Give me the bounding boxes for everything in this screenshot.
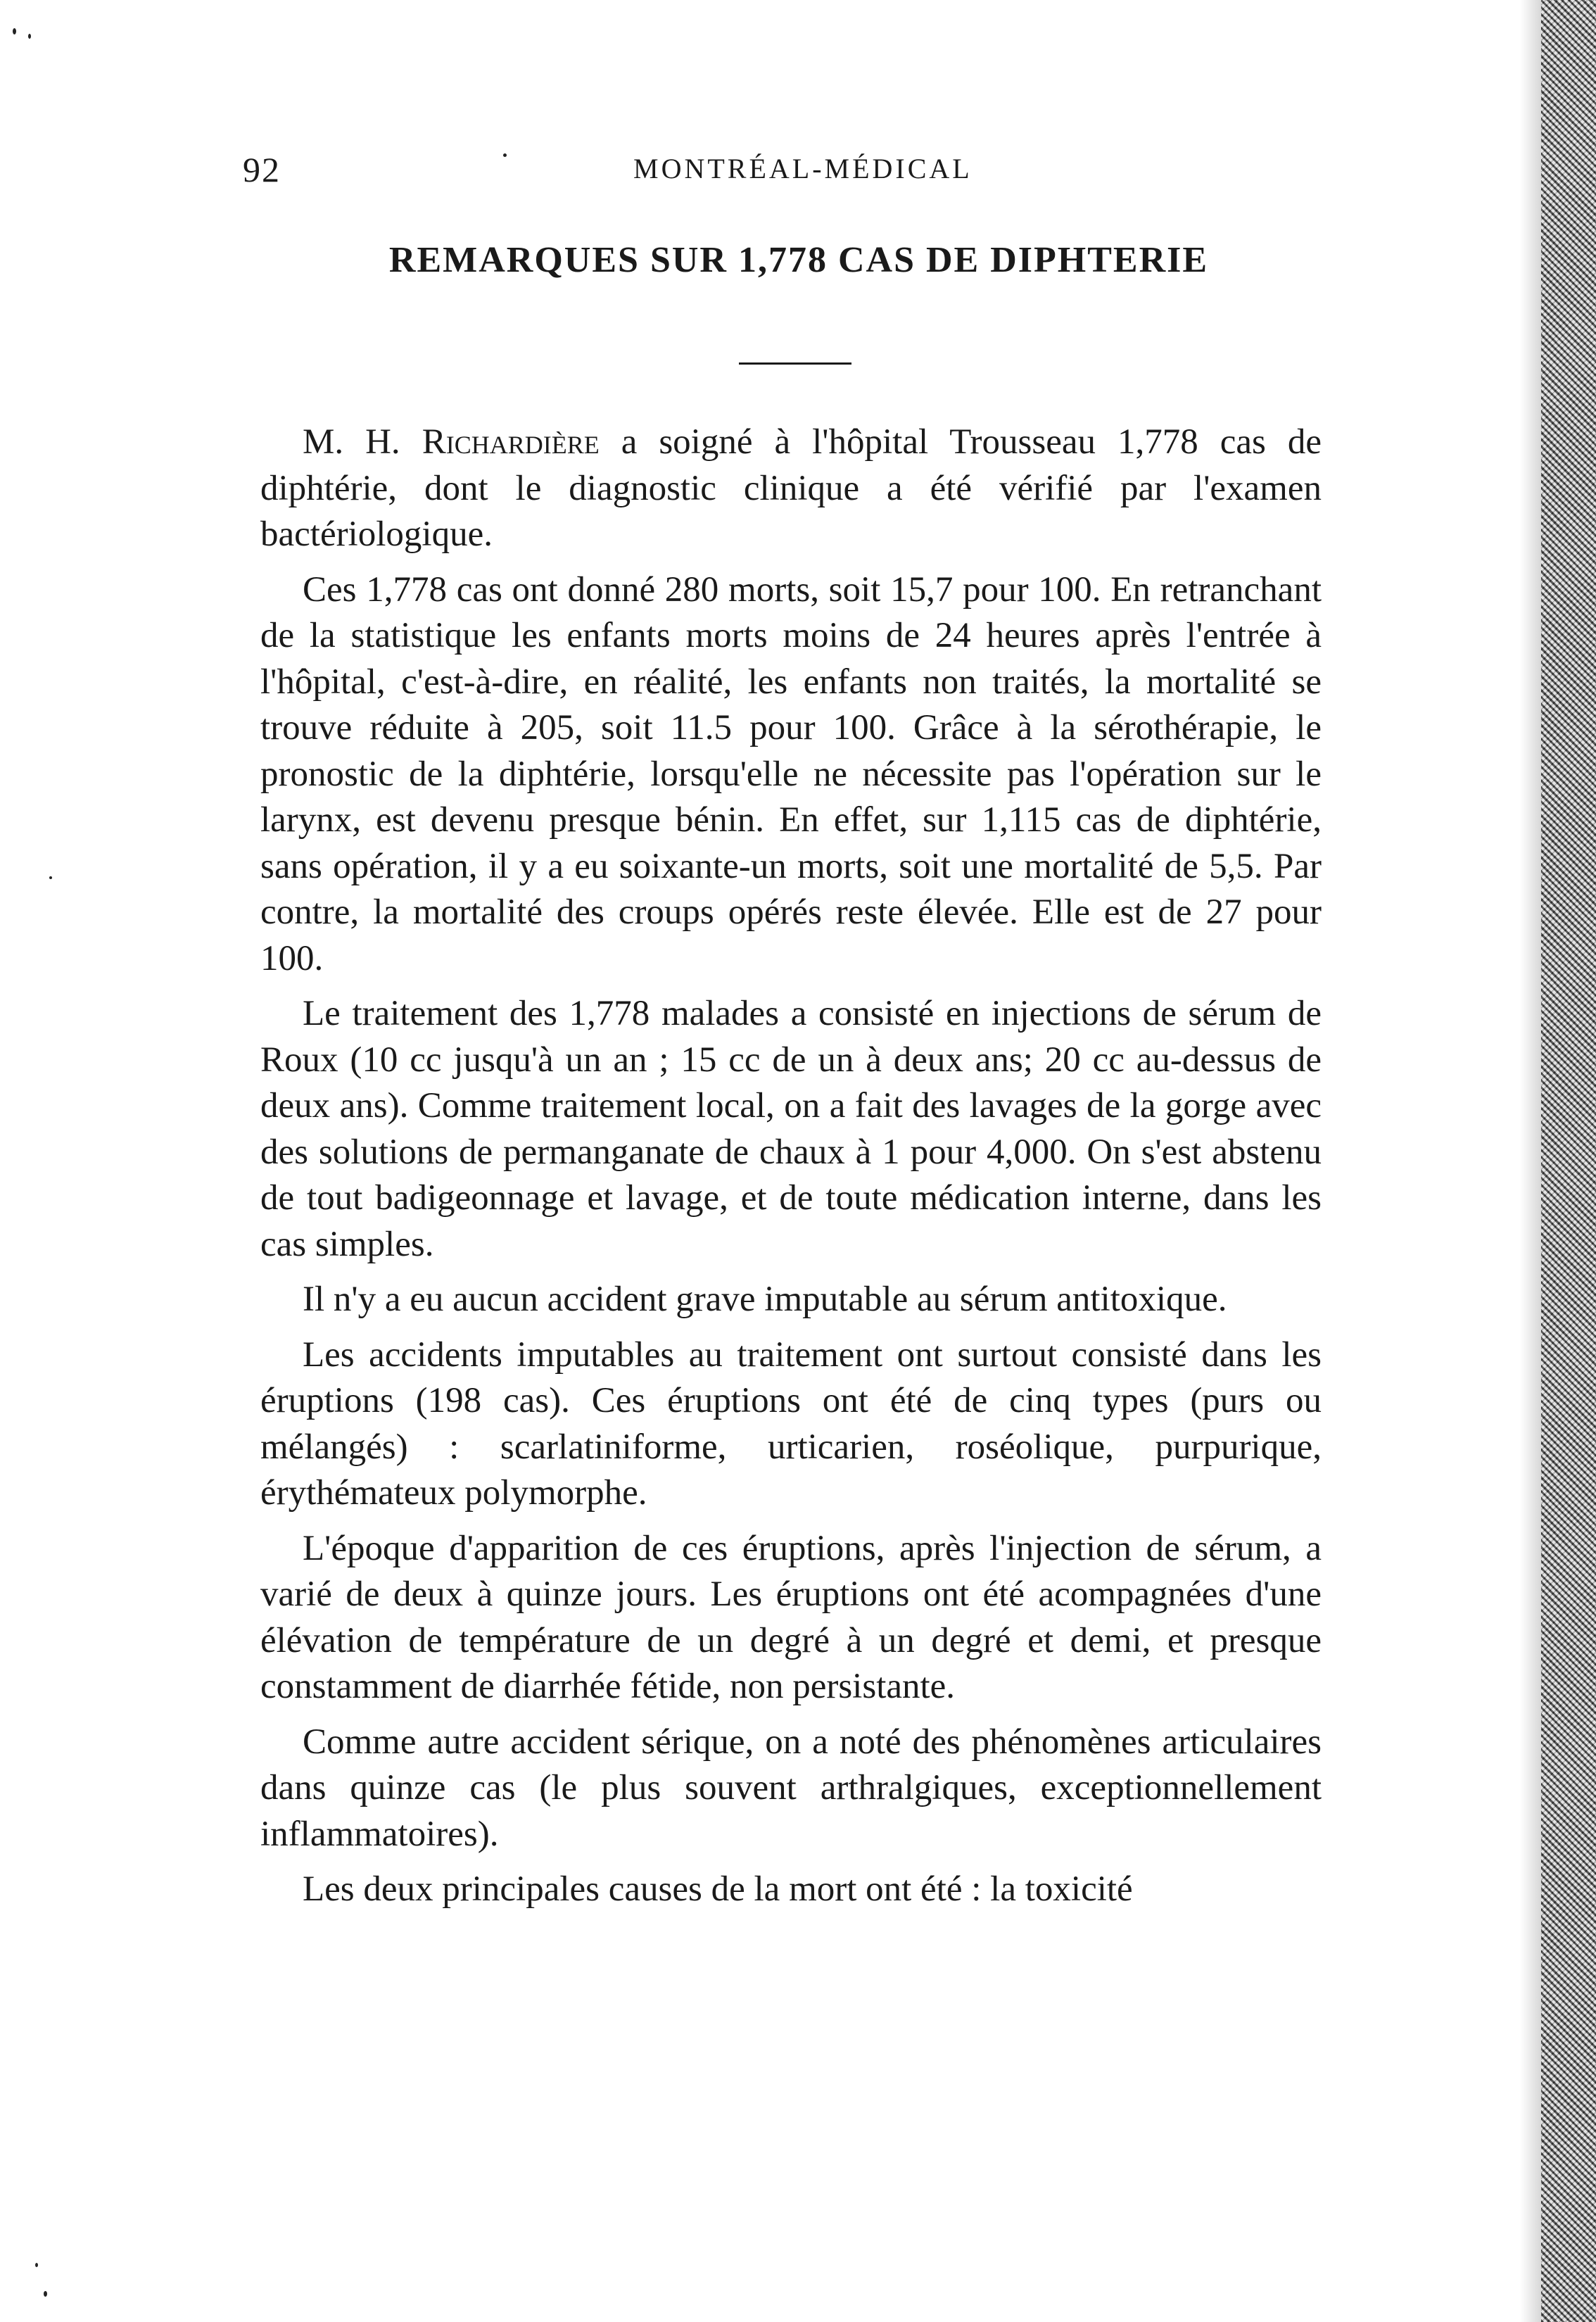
paragraph: L'époque d'apparition de ces éruptions, après l'injection de sérum, a varié de deux à quinze jours. Les éruptions ont été acompagnées d'une élévation de température de un degré à un degré et demi, et presque constamment de diarrhée fétide, non persistante. bbox=[260, 1528, 1322, 1706]
page-number: 92 bbox=[243, 150, 281, 189]
journal-name: MONTRÉAL-MÉDICAL bbox=[633, 153, 973, 184]
paragraph: Comme autre accident sérique, on a noté des phénomènes articulaires dans quinze cas (le plus souvent arthralgiques, exceptionnellement inflammatoires). bbox=[260, 1722, 1322, 1854]
paragraph bbox=[260, 419, 1322, 558]
scan-speck bbox=[28, 34, 31, 39]
scan-speck bbox=[44, 2291, 47, 2297]
scan-speck bbox=[503, 153, 507, 157]
paragraph: Les deux principales causes de la mort ont été : la toxicité bbox=[303, 1869, 1133, 1909]
running-head bbox=[243, 149, 1341, 198]
article-body bbox=[260, 419, 1322, 1922]
paragraph: Le traitement des 1,778 malades a consisté en injections de sérum de Roux (10 cc jusqu'à un an ; 15 cc de un à deux ans; 20 cc au-dessus de deux ans). Comme traitement local, on a fait des lavages de la gorge avec des solutions de permanganate de chaux à 1 pour 4,000. On s'est abstenu de tout badigeonnage et lavage, et de toute médication interne, dans les cas simples. bbox=[260, 994, 1322, 1264]
paragraph: Ces 1,778 cas ont donné 280 morts, soit 15,7 pour 100. En retranchant de la statistique les enfants morts moins de 24 heures après l'entrée à l'hôpital, c'est-à-dire, en réalité, les enfants non traités, la mortalité se trouve réduite à 205, soit 11.5 pour 100. Grâce à la sérothérapie, le pronostic de la diphtérie, lorsqu'elle ne nécessite pas l'opération sur le larynx, est devenu presque bénin. En effet, sur 1,115 cas de diphtérie, sans opération, il y a eu soixante-un morts, soit une mortalité de 5,5. Par contre, la mortalité des croups opérés reste élevée. Elle est de 27 pour 100. bbox=[260, 569, 1322, 978]
title-divider bbox=[739, 362, 851, 365]
scan-edge-noise bbox=[1541, 0, 1596, 2322]
article-title: REMARQUES SUR 1,778 CAS DE DIPHTERIE bbox=[388, 240, 1209, 280]
paragraph: Il n'y a eu aucun accident grave imputable au sérum antitoxique. bbox=[303, 1280, 1227, 1319]
paragraph: Les accidents imputables au traitement ont surtout consisté dans les éruptions (198 cas). Ces éruptions ont été de cinq types (purs ou mélangés) : scarlatiniforme, urticarien, roséolique, purpurique, érythémateux polymorphe. bbox=[260, 1334, 1322, 1513]
scan-speck bbox=[49, 876, 52, 879]
scan-speck bbox=[35, 2263, 38, 2267]
scan-speck bbox=[13, 28, 16, 34]
paragraph-text: a soigné à l'hôpital Trousseau 1,778 cas de diphtérie, dont le diagnostic clinique a été vérifié par l'examen bactériologique. bbox=[260, 422, 1322, 554]
author-initials: M. H. bbox=[303, 422, 400, 462]
scan-edge-shadow bbox=[1520, 0, 1541, 2322]
author-name: Richardière bbox=[422, 422, 600, 462]
